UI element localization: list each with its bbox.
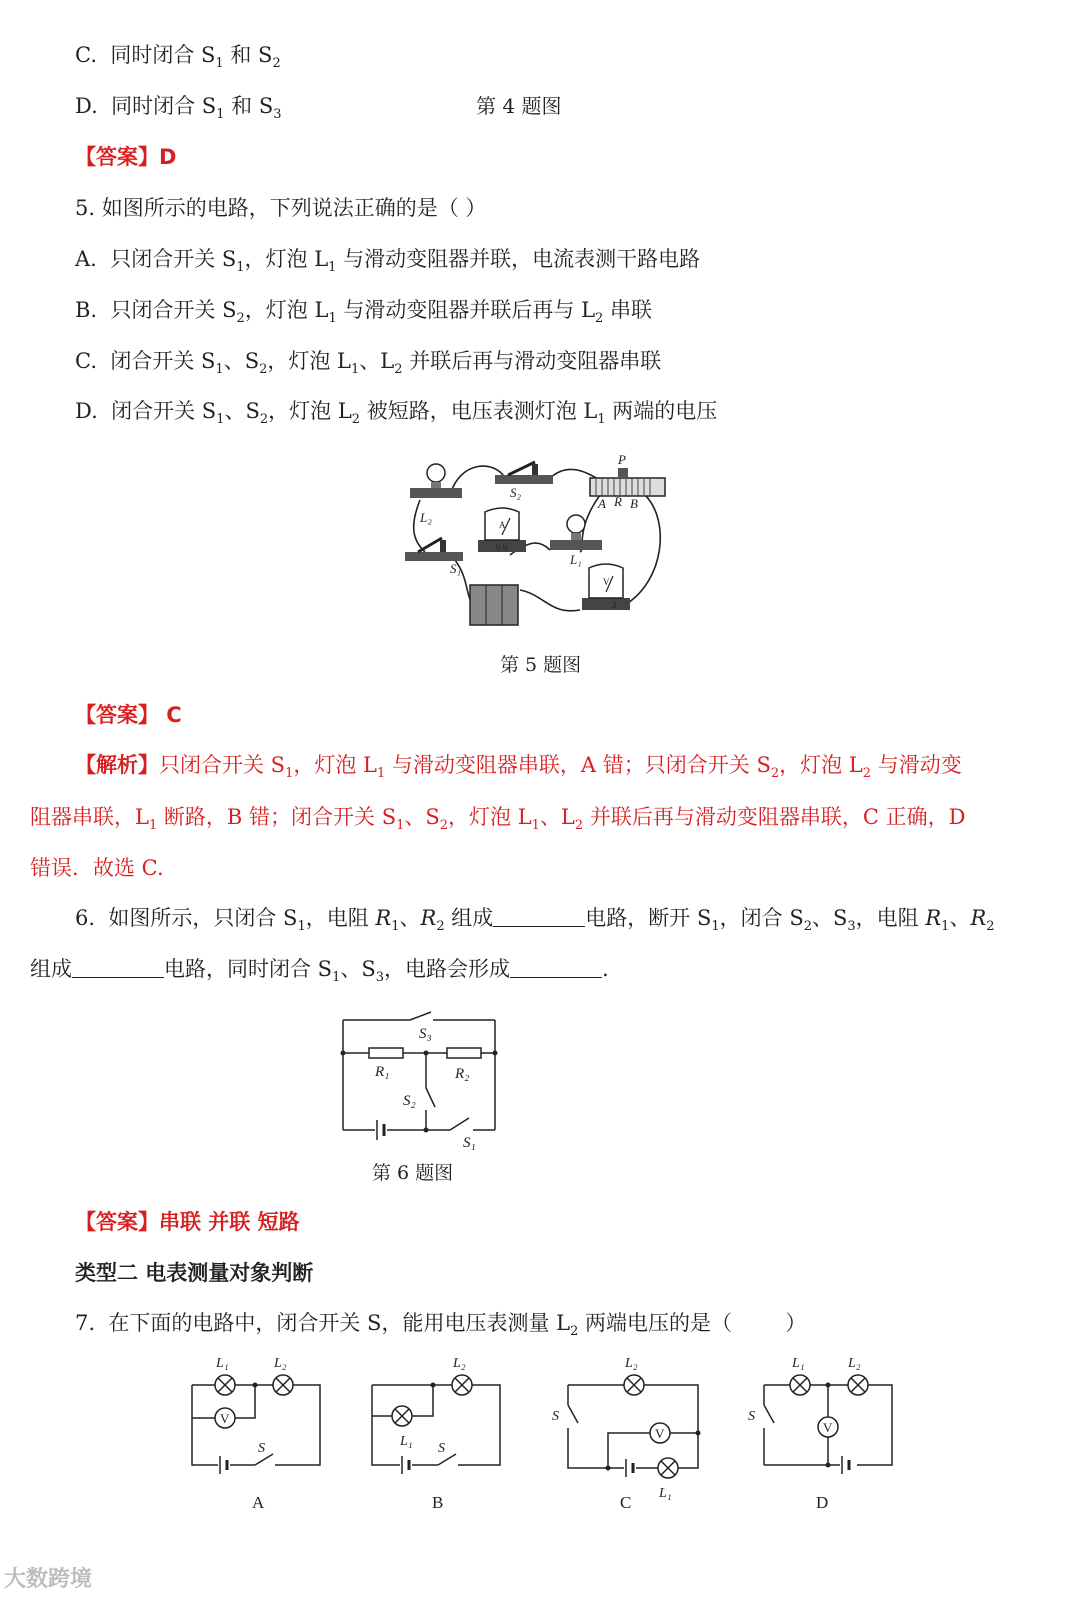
q5-bulb-l1-icon xyxy=(550,515,602,550)
q7a-label-l2: L₂ xyxy=(274,1356,287,1371)
q7-option-a-label[interactable]: A xyxy=(252,1493,265,1512)
section-heading: 类型二 电表测量对象判断 xyxy=(75,1261,314,1285)
q5-voltmeter-label: V xyxy=(603,577,610,587)
q6-battery-icon xyxy=(377,1120,384,1140)
q5-label-l1: L₁ xyxy=(570,552,582,567)
q7c-label-l1: L₁ xyxy=(659,1486,672,1501)
q5-voltmeter-range: 3 xyxy=(612,600,617,610)
q5-label-p: P xyxy=(618,452,626,467)
q5-stem: 5. 如图所示的电路，下列说法正确的是（ ） xyxy=(75,196,487,220)
q5-battery-icon xyxy=(470,585,518,625)
q5-ammeter-range: 0.6 xyxy=(496,542,508,552)
q6-blank-3[interactable] xyxy=(510,957,602,978)
q5-analysis-line3: 错误．故选 C. xyxy=(30,856,164,880)
q7-circuit-b xyxy=(372,1385,500,1474)
q5-label-s2: S₂ xyxy=(510,485,522,500)
q7c-label-l2: L₂ xyxy=(625,1356,638,1371)
q5-option-d: D. 闭合开关 $S_1$、$S_2$，灯泡 $L_2$ 被短路，电压表测灯泡 $L_1$ 两端的电压 xyxy=(75,399,718,428)
q7a-label-s: S xyxy=(258,1441,265,1456)
q4-option-c: C. 同时闭合 $S_1$ 和 $S_2$ xyxy=(75,43,281,72)
q5-figure-caption: 第 5 题图 xyxy=(500,654,582,676)
q6-resistor-r2 xyxy=(447,1048,481,1058)
q5-rheostat-icon xyxy=(590,468,665,496)
q5-ammeter-label: A xyxy=(499,520,506,530)
q7b-label-s: S xyxy=(438,1441,445,1456)
q7-option-d-label[interactable]: D xyxy=(816,1493,829,1512)
q5-answer: 【答案】 C xyxy=(75,703,182,727)
q5-label-r: R xyxy=(614,494,622,509)
q7d-label-s: S xyxy=(748,1409,755,1424)
q4-figure-caption: 第 4 题图 xyxy=(476,94,562,118)
q7-stem: 7. 在下面的电路中，闭合开关 S，能用电压表测量 $L_2$ 两端电压的是（ ） xyxy=(75,1311,807,1340)
q6-label-s2: S₂ xyxy=(403,1093,416,1109)
q6-label-s3: S₃ xyxy=(419,1026,432,1042)
q7-option-b-label[interactable]: B xyxy=(432,1493,444,1512)
q7d-label-l2: L₂ xyxy=(848,1356,861,1371)
q5-circuit-figure xyxy=(400,440,680,630)
q5-voltmeter-icon xyxy=(582,564,630,610)
q6-label-r1: R₁ xyxy=(375,1064,390,1080)
watermark-logo: 大数跨境 xyxy=(4,1567,93,1592)
q6-blank-1[interactable] xyxy=(493,906,585,927)
q6-label-s1: S₁ xyxy=(463,1135,476,1151)
q6-circuit-figure xyxy=(335,1010,505,1155)
q6-resistor-r1 xyxy=(369,1048,403,1058)
q5-option-c: C. 闭合开关 $S_1$、$S_2$，灯泡 $L_1$、$L_2$ 并联后再与滑动变阻器串联 xyxy=(75,349,662,378)
q5-bulb-l2-icon xyxy=(410,464,462,498)
q7b-label-l1: L₁ xyxy=(400,1434,413,1449)
q6-label-r2: R₂ xyxy=(455,1066,470,1082)
q6-answer: 【答案】串联 并联 短路 xyxy=(75,1210,300,1234)
q6-stem-line2: 组成 电路，同时闭合 $S_1$、$S_3$，电路会形成 . xyxy=(30,957,609,986)
q6-stem-line1: 6. 如图所示，只闭合 $S_1$，电阻 $R_1$、$R_2$ 组成 电路，断开 $S_1$，闭合 $S_2$、$S_3$，电阻 $R_1$、$R_2$ xyxy=(75,906,995,935)
q5-label-l2: L₂ xyxy=(420,510,432,525)
q5-option-b: B. 只闭合开关 $S_2$，灯泡 $L_1$ 与滑动变阻器并联后再与 $L_2$ 串联 xyxy=(75,298,652,327)
q7a-label-l1: L₁ xyxy=(216,1356,229,1371)
q5-label-s1: S₁ xyxy=(450,561,462,576)
q7-circuit-a xyxy=(192,1385,320,1474)
q5-label-b: B xyxy=(630,496,638,511)
q5-switch-s2-icon xyxy=(495,462,553,484)
q7b-label-l2: L₂ xyxy=(453,1356,466,1371)
q5-option-a: A. 只闭合开关 $S_1$，灯泡 $L_1$ 与滑动变阻器并联，电流表测干路电路 xyxy=(75,247,701,276)
q4-answer: 【答案】D xyxy=(75,145,177,169)
q4-option-d: D. 同时闭合 $S_1$ 和 $S_3$ xyxy=(75,94,282,123)
q5-analysis-line1: 【解析】只闭合开关 $S_1$，灯泡 $L_1$ 与滑动变阻器串联，A 错；只闭合开关 $S_2$，灯泡 $L_2$ 与滑动变 xyxy=(75,753,962,782)
q5-label-a: A xyxy=(598,496,606,511)
q7c-label-s: S xyxy=(552,1409,559,1424)
q7-options-figure: V L₁ L₂ S L₂ L₁ S L₂ S L₁ L₁ L₂ S A B C D xyxy=(180,1350,920,1520)
q7-option-c-label[interactable]: C xyxy=(620,1493,632,1512)
q5-switch-s1-icon xyxy=(405,538,463,561)
q5-analysis-line2: 阻器串联，$L_1$ 断路，B 错；闭合开关 $S_1$、$S_2$，灯泡 $L_1$、$L_2$ 并联后再与滑动变阻器串联，C 正确，D xyxy=(30,805,966,834)
q6-blank-2[interactable] xyxy=(72,957,164,978)
q7d-label-l1: L₁ xyxy=(792,1356,805,1371)
q6-figure-caption: 第 6 题图 xyxy=(372,1162,454,1184)
q7-circuit-c xyxy=(568,1385,698,1477)
